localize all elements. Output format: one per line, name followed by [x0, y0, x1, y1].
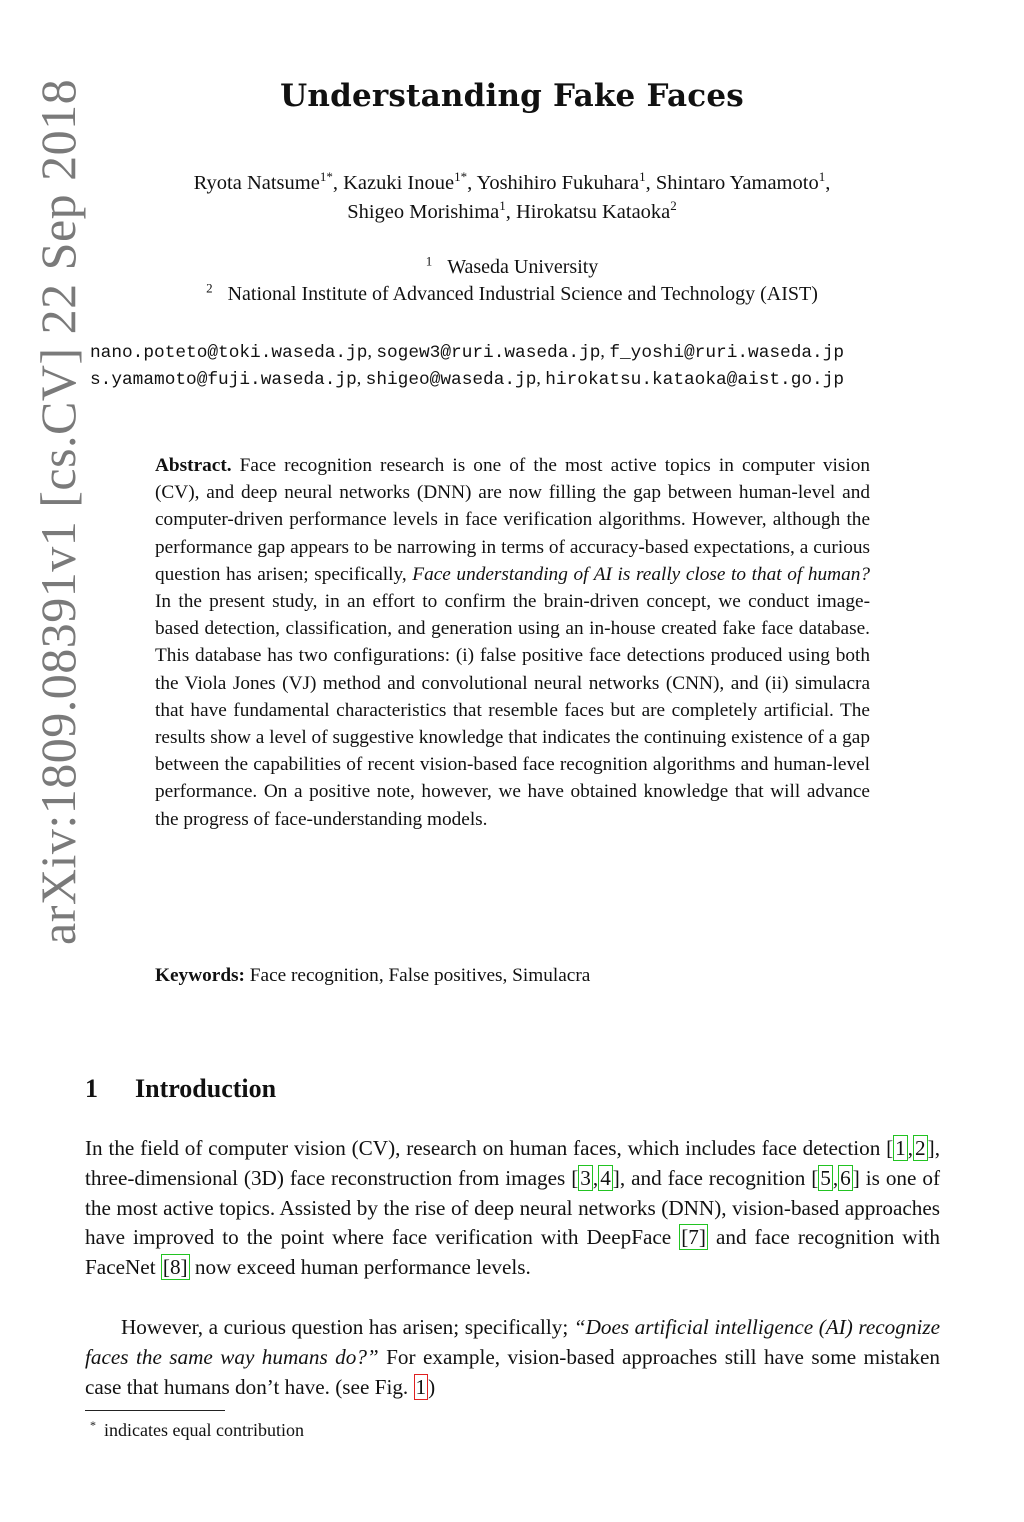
- citation-link[interactable]: [7]: [681, 1225, 706, 1250]
- affil-mark: 2: [670, 198, 677, 214]
- email[interactable]: shigeo@waseda.jp: [365, 370, 537, 390]
- affil-mark: 1: [499, 198, 506, 214]
- affil-mark: 1*: [454, 169, 468, 185]
- email-separator: ,: [536, 368, 546, 388]
- keywords-label: Keywords:: [155, 965, 245, 986]
- citation-link[interactable]: 1: [895, 1136, 906, 1160]
- figure-link[interactable]: 1: [415, 1374, 427, 1399]
- footnote: [90, 1418, 304, 1441]
- abstract-italic-question: Face understanding of AI is really close to that of human?: [412, 563, 870, 585]
- author-separator: ,: [825, 172, 831, 194]
- paper-title: Understanding Fake Faces: [280, 78, 744, 114]
- intro-paragraph-1: In the field of computer vision (CV), research on human faces, which includes face detection [1,2], three-dimensional (3D) face reconstruction from images [3,4], and face recognition [5,6] is one of the most active topics. Assisted by the rise of deep neural networks (DNN), vision-based approaches have improved to the point where face verification with DeepFace [7] and face recognition with FaceNet [8] now exceed human performance levels.: [85, 1136, 940, 1280]
- paragraph-text: However, a curious question has arisen; specifically;: [121, 1315, 574, 1339]
- paragraph-text: is one of the most active topics. Assisted by the rise of deep neural networks (DNN), vision-based approaches have improved to the point where face verification with DeepFace: [85, 1165, 940, 1250]
- author: Shigeo Morishima: [347, 201, 500, 223]
- author: , Kazuki Inoue: [332, 172, 455, 194]
- author: , Yoshihiro Fukuhara: [467, 172, 640, 194]
- email-separator: ,: [600, 341, 610, 361]
- email[interactable]: f_yoshi@ruri.waseda.jp: [609, 343, 845, 363]
- abstract-text: In the present study, in an effort to confirm the brain-driven concept, we conduct image-based detection, classification, and generation using an in-house created fake face database. This database has two configurations: (i) false positive face detections produced using both the Viola Jones (VJ) method and convolutional neural networks (CNN), and (ii) simulacra that have fundamental characteristics that resemble faces but are completely artificial. The results show a level of suggestive knowledge that indicates the continuing existence of a gap between the capabilities of recent vision-based face recognition algorithms and human-level performance. On a positive note, however, we have obtained knowledge that will advance the progress of face-understanding models.: [155, 591, 870, 830]
- citation-link[interactable]: 6: [840, 1165, 851, 1190]
- citation-link[interactable]: 3: [580, 1165, 591, 1190]
- email[interactable]: nano.poteto@toki.waseda.jp: [90, 343, 368, 363]
- affiliation-name: National Institute of Advanced Industrial Science and Technology (AIST): [227, 283, 818, 305]
- email[interactable]: hirokatsu.kataoka@aist.go.jp: [545, 370, 845, 390]
- section-title: Introduction: [135, 1074, 277, 1103]
- abstract-text: Face recognition research is one of the most active topics in computer vision (CV), and deep neural networks (DNN) are now filling the gap between human-level and computer-driven performance levels in face verification algorithms. However, although the performance gap appears to be narrowing in terms of accuracy-based expectations, a curious question has arisen; specifically,: [155, 455, 870, 585]
- email-separator: ,: [367, 341, 377, 361]
- keywords: [155, 965, 870, 987]
- affiliation-2: [60, 280, 964, 306]
- author: , Shintaro Yamamoto: [645, 172, 819, 194]
- affil-mark: 1: [639, 169, 646, 185]
- keywords-text: Face recognition, False positives, Simulacra: [244, 965, 591, 986]
- paragraph-text: and face recognition with FaceNet: [85, 1225, 940, 1280]
- author: Ryota Natsume: [193, 172, 320, 194]
- paragraph-text: , and face recognition: [619, 1165, 812, 1190]
- citation-link[interactable]: [8]: [162, 1255, 188, 1280]
- citation-link[interactable]: 4: [600, 1165, 611, 1190]
- author-line-2: [60, 198, 964, 224]
- citation-link[interactable]: 2: [915, 1136, 926, 1160]
- citation-number: 7: [688, 1225, 699, 1250]
- email[interactable]: sogew3@ruri.waseda.jp: [376, 343, 601, 363]
- affil-number: 1: [425, 253, 433, 269]
- abstract: [155, 452, 870, 833]
- paragraph-text: , three-dimensional (3D) face reconstruction from images: [85, 1136, 940, 1190]
- arxiv-identifier: arXiv:1809.08391v1 [cs.CV] 22 Sep 2018: [30, 78, 86, 945]
- citation-link[interactable]: 5: [820, 1165, 831, 1190]
- italic-question: “Does artificial intelligence (AI) recognize faces the same way humans do?”: [85, 1315, 940, 1369]
- email-line-2: [90, 368, 940, 390]
- section-number: 1: [85, 1074, 98, 1103]
- affil-mark: 1: [818, 169, 826, 185]
- abstract-label: Abstract.: [155, 455, 232, 476]
- affil-number: 2: [206, 280, 213, 296]
- affil-mark: 1*: [319, 169, 333, 185]
- footnote-mark: *: [90, 1418, 96, 1432]
- intro-paragraph-2: [85, 1313, 940, 1402]
- citation-number: 8: [169, 1255, 181, 1280]
- email[interactable]: s.yamamoto@fuji.waseda.jp: [90, 370, 357, 390]
- email-separator: ,: [356, 368, 366, 388]
- paragraph-text: now exceed human performance levels.: [189, 1255, 531, 1280]
- paragraph-text: For example, vision-based approaches still have some mistaken case that humans don’t have. (see Fig.: [85, 1344, 941, 1399]
- footnote-text: indicates equal contribution: [104, 1420, 304, 1440]
- email-line-1: [90, 341, 940, 363]
- footnote-divider: [85, 1410, 225, 1411]
- author: , Hirokatsu Kataoka: [505, 201, 671, 223]
- author-line-1: [60, 169, 964, 195]
- paragraph-text: In the field of computer vision (CV), research on human faces, which includes face detection: [85, 1136, 887, 1160]
- affiliation-1: [60, 253, 964, 279]
- affiliation-name: Waseda University: [447, 256, 599, 278]
- paragraph-text: ): [428, 1374, 436, 1399]
- section-heading: [85, 1074, 276, 1104]
